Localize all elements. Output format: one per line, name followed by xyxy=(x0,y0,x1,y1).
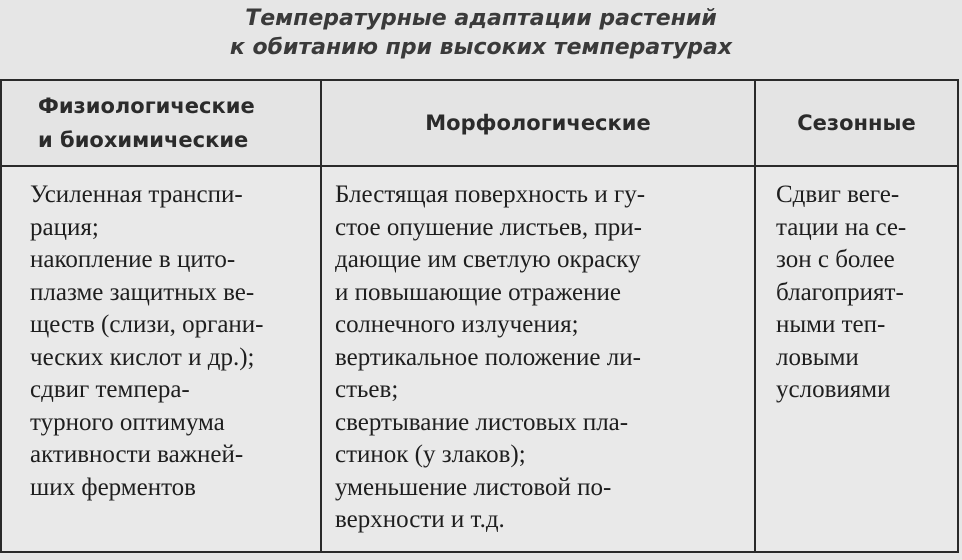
cell-line: накопление в цито- xyxy=(30,246,236,273)
cell-line: Усиленная транспи- xyxy=(30,181,243,208)
table-row xyxy=(1,166,958,552)
cell-line: тации на се- xyxy=(776,213,907,241)
header-line: Морфологические xyxy=(425,111,651,135)
cell-line: уменьшение листовой по- xyxy=(335,473,612,501)
cell-line: зон с более xyxy=(776,246,895,273)
cell-line: и повышающие отражение xyxy=(335,278,621,306)
title-line-2: к обитанию при высоких температурах xyxy=(229,35,733,60)
cell-line: ших ферментов xyxy=(30,473,196,501)
cell-line: Сдвиг веге- xyxy=(776,181,900,208)
cell-line: условиями xyxy=(776,376,891,403)
cell-line: дающие им светлую окраску xyxy=(335,246,641,273)
cell-line: стьев; xyxy=(335,376,399,403)
cell-line: Блестящая поверхность и гу- xyxy=(335,181,646,208)
cell-line: верхности и т.д. xyxy=(335,506,505,533)
header-line: Физиологические xyxy=(38,94,255,118)
header-seasonal xyxy=(755,80,958,166)
header-line: Сезонные xyxy=(797,111,916,135)
cell-line: стинок (у злаков); xyxy=(335,441,526,468)
table-header-row xyxy=(1,80,958,166)
header-physiological xyxy=(1,80,321,166)
cell-line: солнечного излучения; xyxy=(335,311,579,338)
cell-line: ловыми xyxy=(776,343,859,371)
cell-line: стое опушение листьев, при- xyxy=(335,213,642,241)
page-title xyxy=(0,4,962,62)
title-line-1: Температурные адаптации растений xyxy=(245,6,717,31)
cell-morphological xyxy=(321,166,755,552)
cell-line: ными теп- xyxy=(776,311,886,338)
cell-seasonal xyxy=(755,166,958,552)
cell-line: турного оптимума xyxy=(30,408,225,436)
cell-line: сдвиг темпера- xyxy=(30,376,190,403)
cell-line: благоприят- xyxy=(776,278,904,306)
cell-line: свертывание листовых пла- xyxy=(335,408,629,436)
cell-line: рация; xyxy=(30,213,99,241)
header-morphological xyxy=(321,80,755,166)
cell-physiological xyxy=(1,166,321,552)
header-line: и биохимические xyxy=(38,128,249,152)
cell-line: вертикальное положение ли- xyxy=(335,343,641,371)
adaptations-table xyxy=(0,79,959,553)
cell-line: ществ (слизи, органи- xyxy=(30,311,264,338)
cell-line: плазме защитных ве- xyxy=(30,278,255,306)
cell-line: ческих кислот и др.); xyxy=(30,343,255,371)
cell-line: активности важней- xyxy=(30,441,244,468)
